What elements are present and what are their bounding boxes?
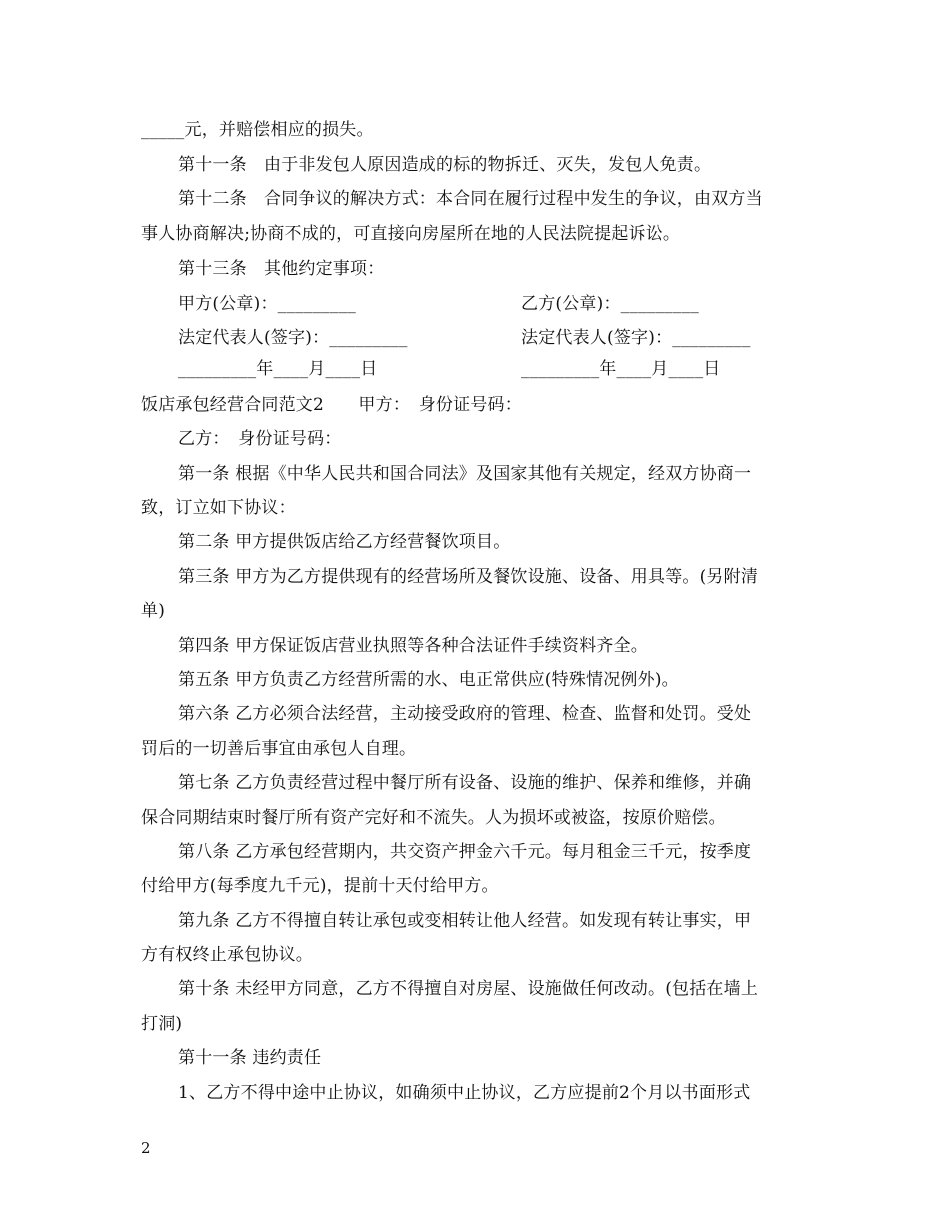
text-line: 致，订立如下协议： [141,498,296,518]
text-line: 第四条 甲方保证饭店营业执照等各种合法证件手续资料齐全。 [178,636,649,656]
text-line: 方有权终止承包协议。 [141,945,313,965]
text-line: 第二条 甲方提供饭店给乙方经营餐饮项目。 [178,532,511,552]
text-line: 第三条 甲方为乙方提供现有的经营场所及餐饮设施、设备、用具等。(另附清 [178,567,759,587]
text-line: 第十三条 其他约定事项： [178,259,385,279]
text-line: 事人协商解决;协商不成的，可直接向房屋所在地的人民法院提起诉讼。 [141,224,681,244]
party-a-date-line: _________年____月____日 [178,359,378,379]
text-line: 第十一条 违约责任 [178,1048,322,1068]
text-line: 保合同期结束时餐厅所有资产完好和不流失。人为损坏或被盗，按原价赔偿。 [141,808,726,828]
party-b-seal-line: 乙方(公章)：_________ [521,294,699,314]
text-line: 第十二条 合同争议的解决方式：本合同在履行过程中发生的争议，由双方当 [178,189,763,209]
party-b-date-line: _________年____月____日 [521,359,721,379]
page-number: 2 [141,1139,151,1157]
text-line: 第五条 甲方负责乙方经营所需的水、电正常供应(特殊情况例外)。 [178,670,679,690]
text-line: 付给甲方(每季度九千元)，提前十天付给甲方。 [141,876,499,896]
text-line: 单) [141,601,166,621]
party-a-seal-line: 甲方(公章)：_________ [178,294,356,314]
text-line: _____元，并赔偿相应的损失。 [141,120,374,140]
text-line: 第九条 乙方不得擅自转让承包或变相转让他人经营。如发现有转让事实，甲 [178,911,752,931]
text-line: 第七条 乙方负责经营过程中餐厅所有设备、设施的维护、保养和维修，并确 [178,773,752,793]
section-heading: 饭店承包经营合同范文2 甲方： 身份证号码： [141,395,522,415]
text-line: 打洞) [141,1014,183,1034]
text-line: 第八条 乙方承包经营期内，共交资产押金六千元。每月租金三千元，按季度 [178,842,752,862]
text-line: 1、乙方不得中途中止协议，如确须中止协议，乙方应提前2个月以书面形式 [178,1083,751,1103]
text-line: 乙方： 身份证号码： [178,429,342,449]
text-line: 第十条 未经甲方同意，乙方不得擅自对房屋、设施做任何改动。(包括在墙上 [178,979,759,999]
text-line: 罚后的一切善后事宜由承包人自理。 [141,739,417,759]
party-a-representative-line: 法定代表人(签字)：_________ [178,328,408,348]
text-line: 第一条 根据《中华人民共和国合同法》及国家其他有关规定，经双方协商一 [178,464,752,484]
party-b-representative-line: 法定代表人(签字)：_________ [521,328,751,348]
text-line: 第十一条 由于非发包人原因造成的标的物拆迁、灭失，发包人免责。 [178,155,712,175]
text-line: 第六条 乙方必须合法经营，主动接受政府的管理、检查、监督和处罚。受处 [178,704,752,724]
